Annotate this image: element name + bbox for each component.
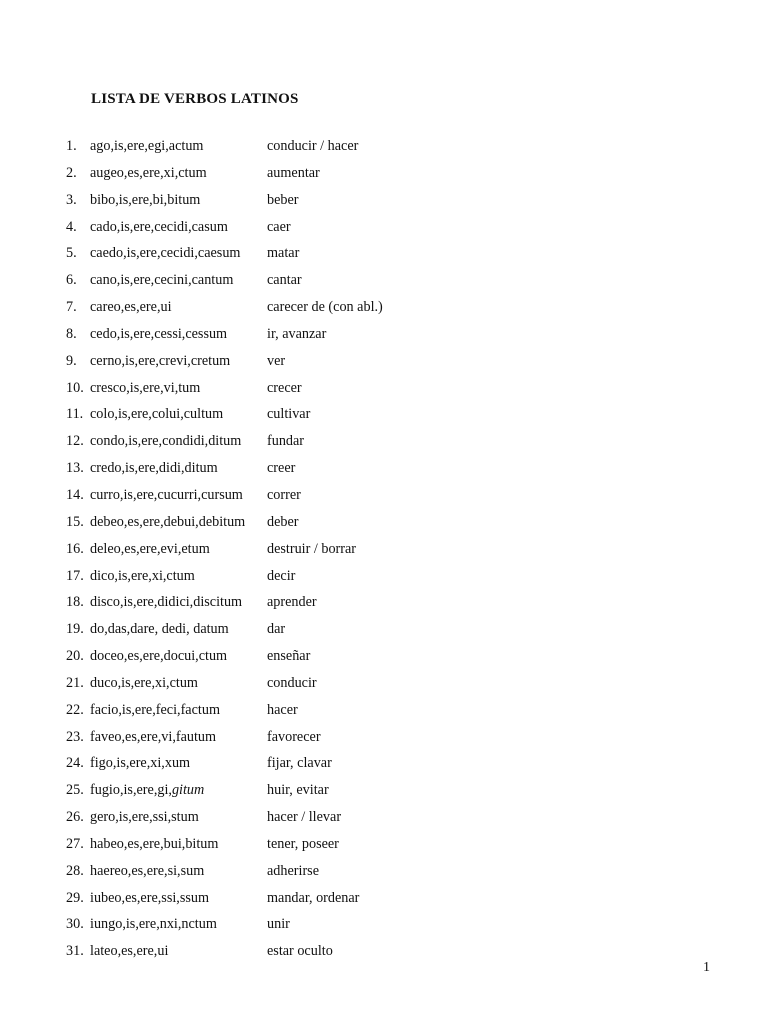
list-item [0, 348, 768, 375]
page-number: 1 [703, 960, 710, 975]
list-item [0, 750, 768, 777]
item-number: 24. [66, 755, 84, 772]
spanish-translation: tener, poseer [267, 835, 339, 852]
latin-verb [90, 428, 241, 455]
latin-verb [90, 858, 204, 885]
item-number: 13. [66, 460, 84, 477]
latin-verb-text: credo,is,ere,didi,ditum [90, 460, 218, 477]
latin-verb-text: ago,is,ere,egi,actum [90, 138, 204, 154]
latin-verb [90, 536, 210, 563]
latin-verb-text: faveo,es,ere,vi,fautum [90, 728, 217, 745]
spanish-translation: beber [267, 191, 299, 208]
latin-verb [90, 267, 233, 294]
spanish-translation: unir [267, 916, 290, 933]
item-number: 25. [66, 782, 84, 799]
latin-verb-text: do,das,dare, dedi, datum [90, 621, 229, 638]
spanish-translation: fundar [267, 433, 305, 450]
spanish-translation: favorecer [267, 728, 321, 745]
spanish-translation: ver [267, 352, 286, 369]
list-item [0, 536, 768, 563]
spanish-translation: hacer / llevar [267, 809, 342, 826]
list-item [0, 777, 768, 804]
latin-verb [90, 509, 245, 536]
item-number: 8. [66, 325, 77, 342]
spanish-translation: hacer [267, 701, 298, 718]
latin-verb [90, 348, 230, 375]
latin-verb [90, 885, 209, 912]
spanish-translation: aprender [267, 594, 317, 611]
item-number: 12. [66, 433, 84, 450]
latin-verb-text: cresco,is,ere,vi,tum [90, 379, 201, 396]
item-number: 19. [66, 621, 84, 638]
item-number: 7. [66, 299, 77, 316]
item-number: 23. [66, 728, 84, 745]
latin-verb [90, 724, 216, 751]
spanish-translation: caer [267, 218, 291, 235]
item-number: 20. [66, 648, 84, 665]
list-item [0, 267, 768, 294]
item-number: 2. [66, 164, 77, 181]
latin-verb [90, 482, 243, 509]
latin-verb [90, 455, 218, 482]
item-number: 30. [66, 916, 84, 933]
latin-verb-text: iubeo,es,ere,ssi,ssum [90, 889, 210, 906]
list-item [0, 160, 768, 187]
latin-verb [90, 589, 242, 616]
latin-verb-text: debeo,es,ere,debui,debitum [90, 513, 246, 530]
latin-verb-text: cerno,is,ere,crevi,cretum [90, 352, 231, 369]
spanish-translation: destruir / borrar [267, 540, 357, 557]
item-number: 1. [66, 138, 77, 154]
latin-verb [90, 697, 220, 724]
latin-verb [90, 804, 199, 831]
item-number: 6. [66, 272, 77, 289]
latin-verb [90, 133, 203, 160]
spanish-translation: adherirse [267, 862, 319, 879]
latin-verb-text: bibo,is,ere,bi,bitum [90, 191, 201, 208]
spanish-translation: crecer [267, 379, 302, 396]
latin-verb-text: figo,is,ere,xi,xum [90, 755, 191, 772]
latin-verb [90, 187, 200, 214]
list-item [0, 428, 768, 455]
item-number: 9. [66, 352, 77, 369]
spanish-translation: deber [267, 513, 299, 530]
latin-verb [90, 777, 204, 804]
spanish-translation: creer [267, 460, 296, 477]
spanish-translation: estar oculto [267, 943, 333, 960]
list-item [0, 804, 768, 831]
list-item [0, 911, 768, 938]
list-item [0, 133, 768, 160]
latin-verb [90, 831, 218, 858]
list-item [0, 724, 768, 751]
latin-verb-text: colo,is,ere,colui,cultum [90, 406, 224, 423]
latin-verb-text: caedo,is,ere,cecidi,caesum [90, 245, 241, 262]
spanish-translation: mandar, ordenar [267, 889, 360, 906]
item-number: 3. [66, 191, 77, 208]
latin-verb-text: augeo,es,ere,xi,ctum [90, 164, 207, 181]
latin-verb [90, 401, 223, 428]
latin-verb [90, 375, 200, 402]
list-item [0, 589, 768, 616]
spanish-translation: enseñar [267, 648, 311, 665]
latin-verb [90, 643, 227, 670]
latin-verb-italic: gitum [171, 782, 205, 799]
latin-verb [90, 938, 168, 965]
list-item [0, 563, 768, 590]
spanish-translation: correr [267, 486, 301, 503]
list-item [0, 187, 768, 214]
latin-verb-text: disco,is,ere,didici,discitum [90, 594, 243, 611]
spanish-translation: decir [267, 567, 296, 584]
list-item [0, 885, 768, 912]
latin-verb [90, 750, 190, 777]
latin-verb-text: facio,is,ere,feci,factum [90, 701, 220, 718]
latin-verb-text: haereo,es,ere,si,sum [90, 862, 205, 879]
item-number: 10. [66, 379, 84, 396]
list-item [0, 321, 768, 348]
spanish-translation: cantar [267, 272, 302, 289]
latin-verb [90, 214, 228, 241]
spanish-translation: conducir / hacer [267, 138, 359, 154]
latin-verb-text: careo,es,ere,ui [90, 299, 172, 316]
latin-verb [90, 670, 198, 697]
latin-verb-text: duco,is,ere,xi,ctum [90, 674, 198, 691]
spanish-translation: aumentar [267, 164, 320, 181]
latin-verb-text: curro,is,ere,cucurri,cursum [90, 486, 243, 503]
item-number: 16. [66, 540, 84, 557]
list-item [0, 294, 768, 321]
spanish-translation: fijar, clavar [267, 755, 332, 772]
item-number: 28. [66, 862, 84, 879]
spanish-translation: ir, avanzar [267, 325, 327, 342]
latin-verb-text: lateo,es,ere,ui [90, 943, 169, 960]
item-number: 11. [66, 406, 84, 423]
list-item [0, 831, 768, 858]
spanish-translation: dar [267, 621, 286, 638]
item-number: 14. [66, 486, 84, 503]
item-number: 5. [66, 245, 77, 262]
list-item [0, 643, 768, 670]
item-number: 4. [66, 218, 77, 235]
list-item [0, 455, 768, 482]
latin-verb [90, 563, 195, 590]
item-number: 17. [66, 567, 84, 584]
latin-verb-text: cado,is,ere,cecidi,casum [90, 218, 228, 235]
latin-verb-text: condo,is,ere,condidi,ditum [90, 433, 242, 450]
latin-verb-text: gero,is,ere,ssi,stum [90, 809, 199, 826]
latin-verb-text: habeo,es,ere,bui,bitum [90, 835, 219, 852]
list-item [0, 697, 768, 724]
latin-verb [90, 240, 240, 267]
page-title: LISTA DE VERBOS LATINOS [91, 91, 299, 107]
list-item [0, 375, 768, 402]
latin-verb-text: fugio,is,ere,gi, [90, 782, 172, 799]
latin-verb [90, 911, 217, 938]
latin-verb [90, 294, 172, 321]
verb-list [0, 133, 768, 965]
latin-verb-text: iungo,is,ere,nxi,nctum [90, 916, 217, 933]
list-item [0, 858, 768, 885]
list-item [0, 482, 768, 509]
item-number: 29. [66, 889, 84, 906]
item-number: 18. [66, 594, 84, 611]
item-number: 27. [66, 835, 84, 852]
latin-verb-text: deleo,es,ere,evi,etum [90, 540, 210, 557]
latin-verb [90, 160, 207, 187]
latin-verb-text: doceo,es,ere,docui,ctum [90, 648, 228, 665]
list-item [0, 616, 768, 643]
list-item [0, 509, 768, 536]
item-number: 15. [66, 513, 84, 530]
latin-verb-text: dico,is,ere,xi,ctum [90, 567, 195, 584]
item-number: 22. [66, 701, 84, 718]
latin-verb-text: cedo,is,ere,cessi,cessum [90, 325, 228, 342]
list-item [0, 240, 768, 267]
list-item [0, 401, 768, 428]
latin-verb-text: cano,is,ere,cecini,cantum [90, 272, 234, 289]
spanish-translation: huir, evitar [267, 782, 329, 799]
spanish-translation: conducir [267, 674, 317, 691]
list-item [0, 670, 768, 697]
list-item [0, 214, 768, 241]
list-item [0, 938, 768, 965]
item-number: 21. [66, 674, 84, 691]
spanish-translation: matar [267, 245, 300, 262]
latin-verb [90, 321, 227, 348]
item-number: 31. [66, 943, 84, 960]
spanish-translation: cultivar [267, 406, 311, 423]
spanish-translation: carecer de (con abl.) [267, 299, 383, 316]
item-number: 26. [66, 809, 84, 826]
latin-verb [90, 616, 229, 643]
